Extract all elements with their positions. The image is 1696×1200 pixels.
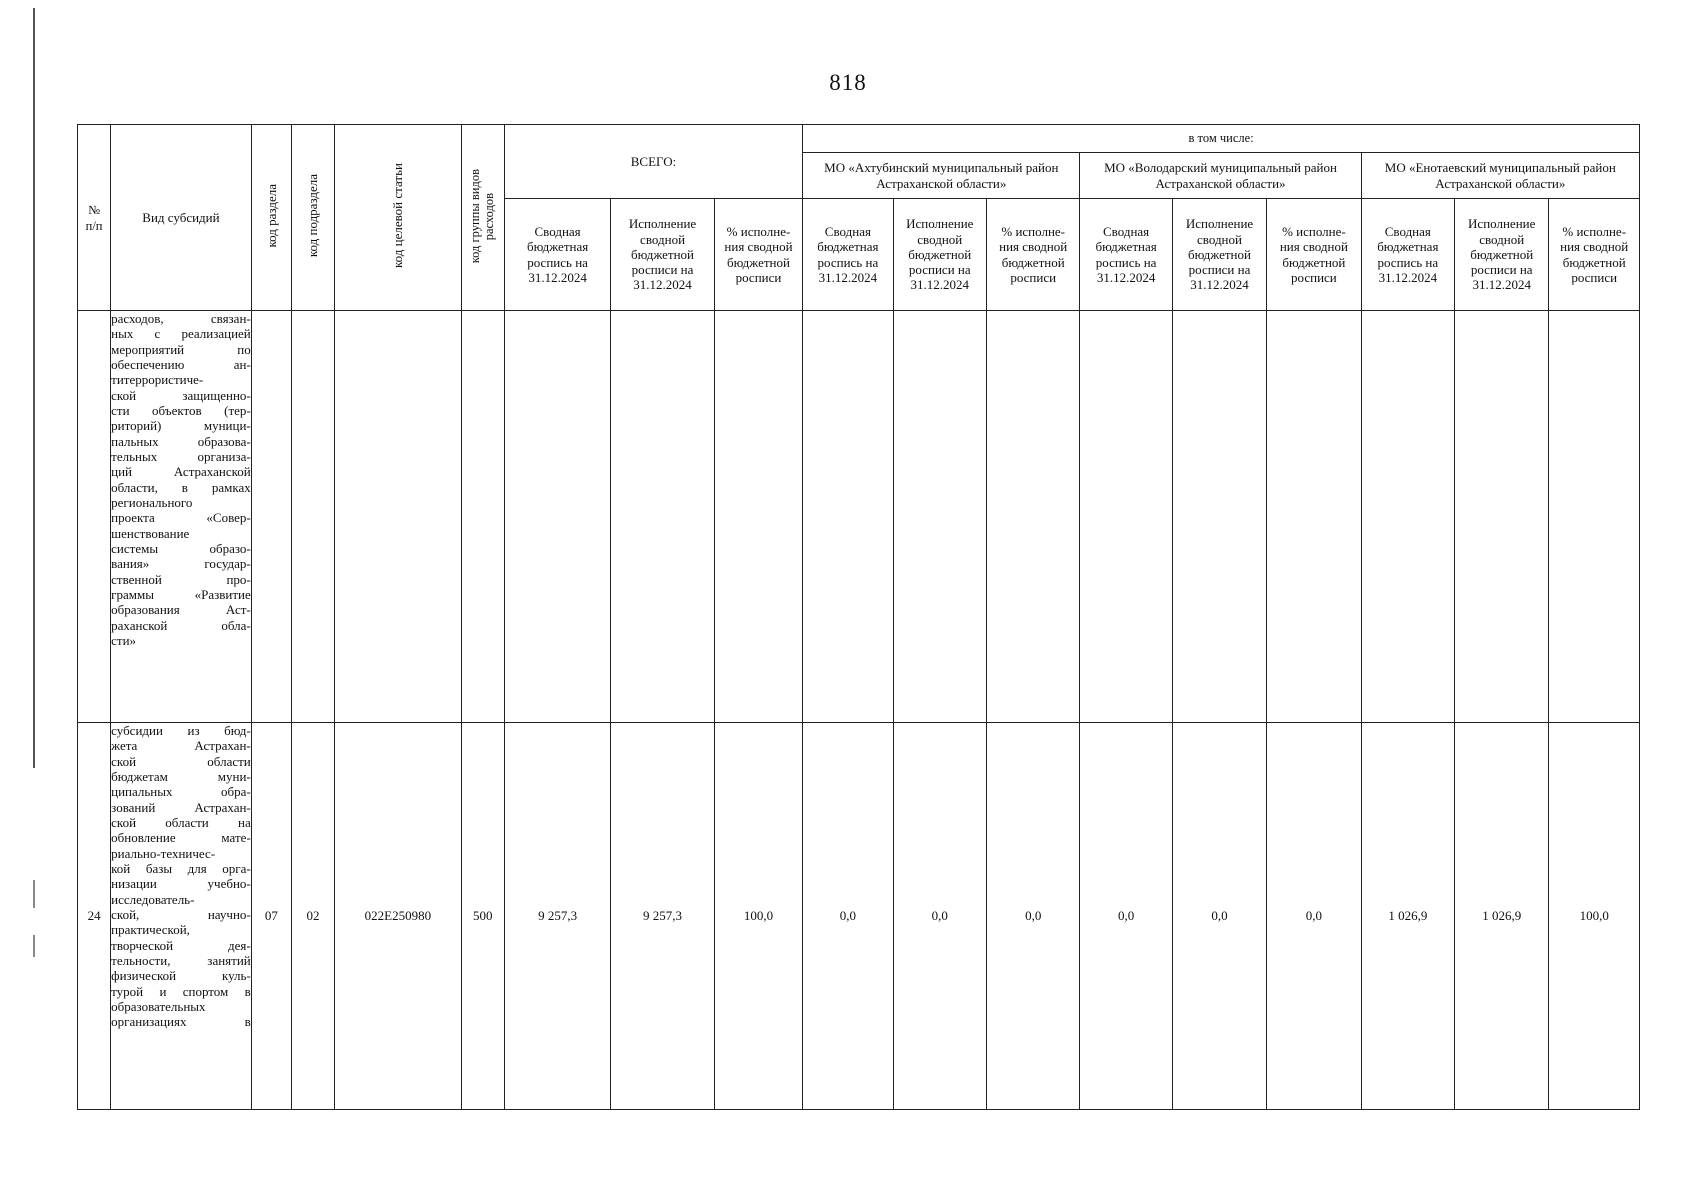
header-enotaevsky-percent: % исполне- ния сводной бюджетной росписи xyxy=(1549,199,1640,311)
row-value xyxy=(1172,311,1266,723)
row-section xyxy=(251,311,291,723)
row-value: 1 026,9 xyxy=(1361,723,1454,1110)
row-target xyxy=(335,311,462,723)
row-subsection: 02 xyxy=(291,723,334,1110)
row-value: 0,0 xyxy=(1080,723,1172,1110)
row-subsection xyxy=(291,311,334,723)
header-total-plan: Сводная бюджетная роспись на 31.12.2024 xyxy=(504,199,610,311)
header-total-percent: % исполне- ния сводной бюджетной росписи xyxy=(714,199,802,311)
row-value: 0,0 xyxy=(893,723,986,1110)
header-enotaevsky-execution: Исполнение сводной бюджетной росписи на 31.12.2024 xyxy=(1455,199,1549,311)
row-value: 0,0 xyxy=(1267,723,1361,1110)
row-value: 0,0 xyxy=(986,723,1079,1110)
header-municipality-enotaevsky: МО «Енотаевский муниципальный район Астраханской области» xyxy=(1361,153,1639,199)
header-akhtubinsky-execution: Исполнение сводной бюджетной росписи на 31.12.2024 xyxy=(893,199,986,311)
row-description: расходов, связан- ных с реализацией мероприятий по обеспечению ан- титеррористиче- ской защищенно- сти объектов (тер- риторий) муници- пальных образова- тельных организа- ций Астраханской области, в рамках регионального проекта «Совер- шенствование системы образо- вания» государ- ственной про- граммы «Развитие образования Аст- раханской обла- сти» xyxy=(111,311,252,723)
row-value xyxy=(893,311,986,723)
header-row-number: № п/п xyxy=(78,125,111,311)
header-akhtubinsky-percent: % исполне- ния сводной бюджетной росписи xyxy=(986,199,1079,311)
header-municipality-volodarsky: МО «Володарский муниципальный район Астраханской области» xyxy=(1080,153,1361,199)
header-volodarsky-execution: Исполнение сводной бюджетной росписи на 31.12.2024 xyxy=(1172,199,1266,311)
row-value: 9 257,3 xyxy=(611,723,714,1110)
row-value xyxy=(986,311,1079,723)
row-value: 0,0 xyxy=(1172,723,1266,1110)
row-value xyxy=(803,311,893,723)
row-value xyxy=(611,311,714,723)
table-row xyxy=(78,311,1640,723)
header-volodarsky-percent: % исполне- ния сводной бюджетной росписи xyxy=(1267,199,1361,311)
header-municipality-akhtubinsky: МО «Ахтубинский муниципальный район Астраханской области» xyxy=(803,153,1080,199)
header-subsidy-type: Вид субсидий xyxy=(111,125,252,311)
page-margin-mark xyxy=(33,880,35,908)
row-value xyxy=(1361,311,1454,723)
row-value: 9 257,3 xyxy=(504,723,610,1110)
budget-execution-table xyxy=(77,124,1640,1110)
row-value xyxy=(504,311,610,723)
row-value xyxy=(714,311,802,723)
header-target-article-code: код целевой статьи xyxy=(335,125,462,311)
row-number xyxy=(78,311,111,723)
row-value: 0,0 xyxy=(803,723,893,1110)
row-value xyxy=(1267,311,1361,723)
header-enotaevsky-plan: Сводная бюджетная роспись на 31.12.2024 xyxy=(1361,199,1454,311)
row-value xyxy=(1549,311,1640,723)
row-value: 1 026,9 xyxy=(1455,723,1549,1110)
header-row-1 xyxy=(78,125,1640,153)
row-value xyxy=(1455,311,1549,723)
header-including: в том числе: xyxy=(803,125,1640,153)
header-section-code: код раздела xyxy=(251,125,291,311)
table-row xyxy=(78,723,1640,1110)
row-value: 100,0 xyxy=(714,723,802,1110)
header-total-execution: Исполнение сводной бюджетной росписи на 31.12.2024 xyxy=(611,199,714,311)
row-value: 100,0 xyxy=(1549,723,1640,1110)
header-expense-group-code: код группы видов расходов xyxy=(461,125,504,311)
header-volodarsky-plan: Сводная бюджетная роспись на 31.12.2024 xyxy=(1080,199,1172,311)
row-section: 07 xyxy=(251,723,291,1110)
page-number: 818 xyxy=(829,70,867,95)
page-margin-mark xyxy=(33,935,35,957)
row-group: 500 xyxy=(461,723,504,1110)
row-group xyxy=(461,311,504,723)
row-number: 24 xyxy=(78,723,111,1110)
row-target: 022Е250980 xyxy=(335,723,462,1110)
header-total: ВСЕГО: xyxy=(504,125,802,199)
header-subsection-code: код подраздела xyxy=(291,125,334,311)
page-margin-line xyxy=(33,8,35,768)
row-value xyxy=(1080,311,1172,723)
row-description: субсидии из бюд- жета Астрахан- ской области бюджетам муни- ципальных обра- зований Астрахан- ской области на обновление мате- риально-техничес- кой базы для орга- низации учебно- исследователь- ской, научно- практической, творческой дея- тельности, занятий физической куль- турой и спортом в образовательных организациях в xyxy=(111,723,252,1110)
header-akhtubinsky-plan: Сводная бюджетная роспись на 31.12.2024 xyxy=(803,199,893,311)
